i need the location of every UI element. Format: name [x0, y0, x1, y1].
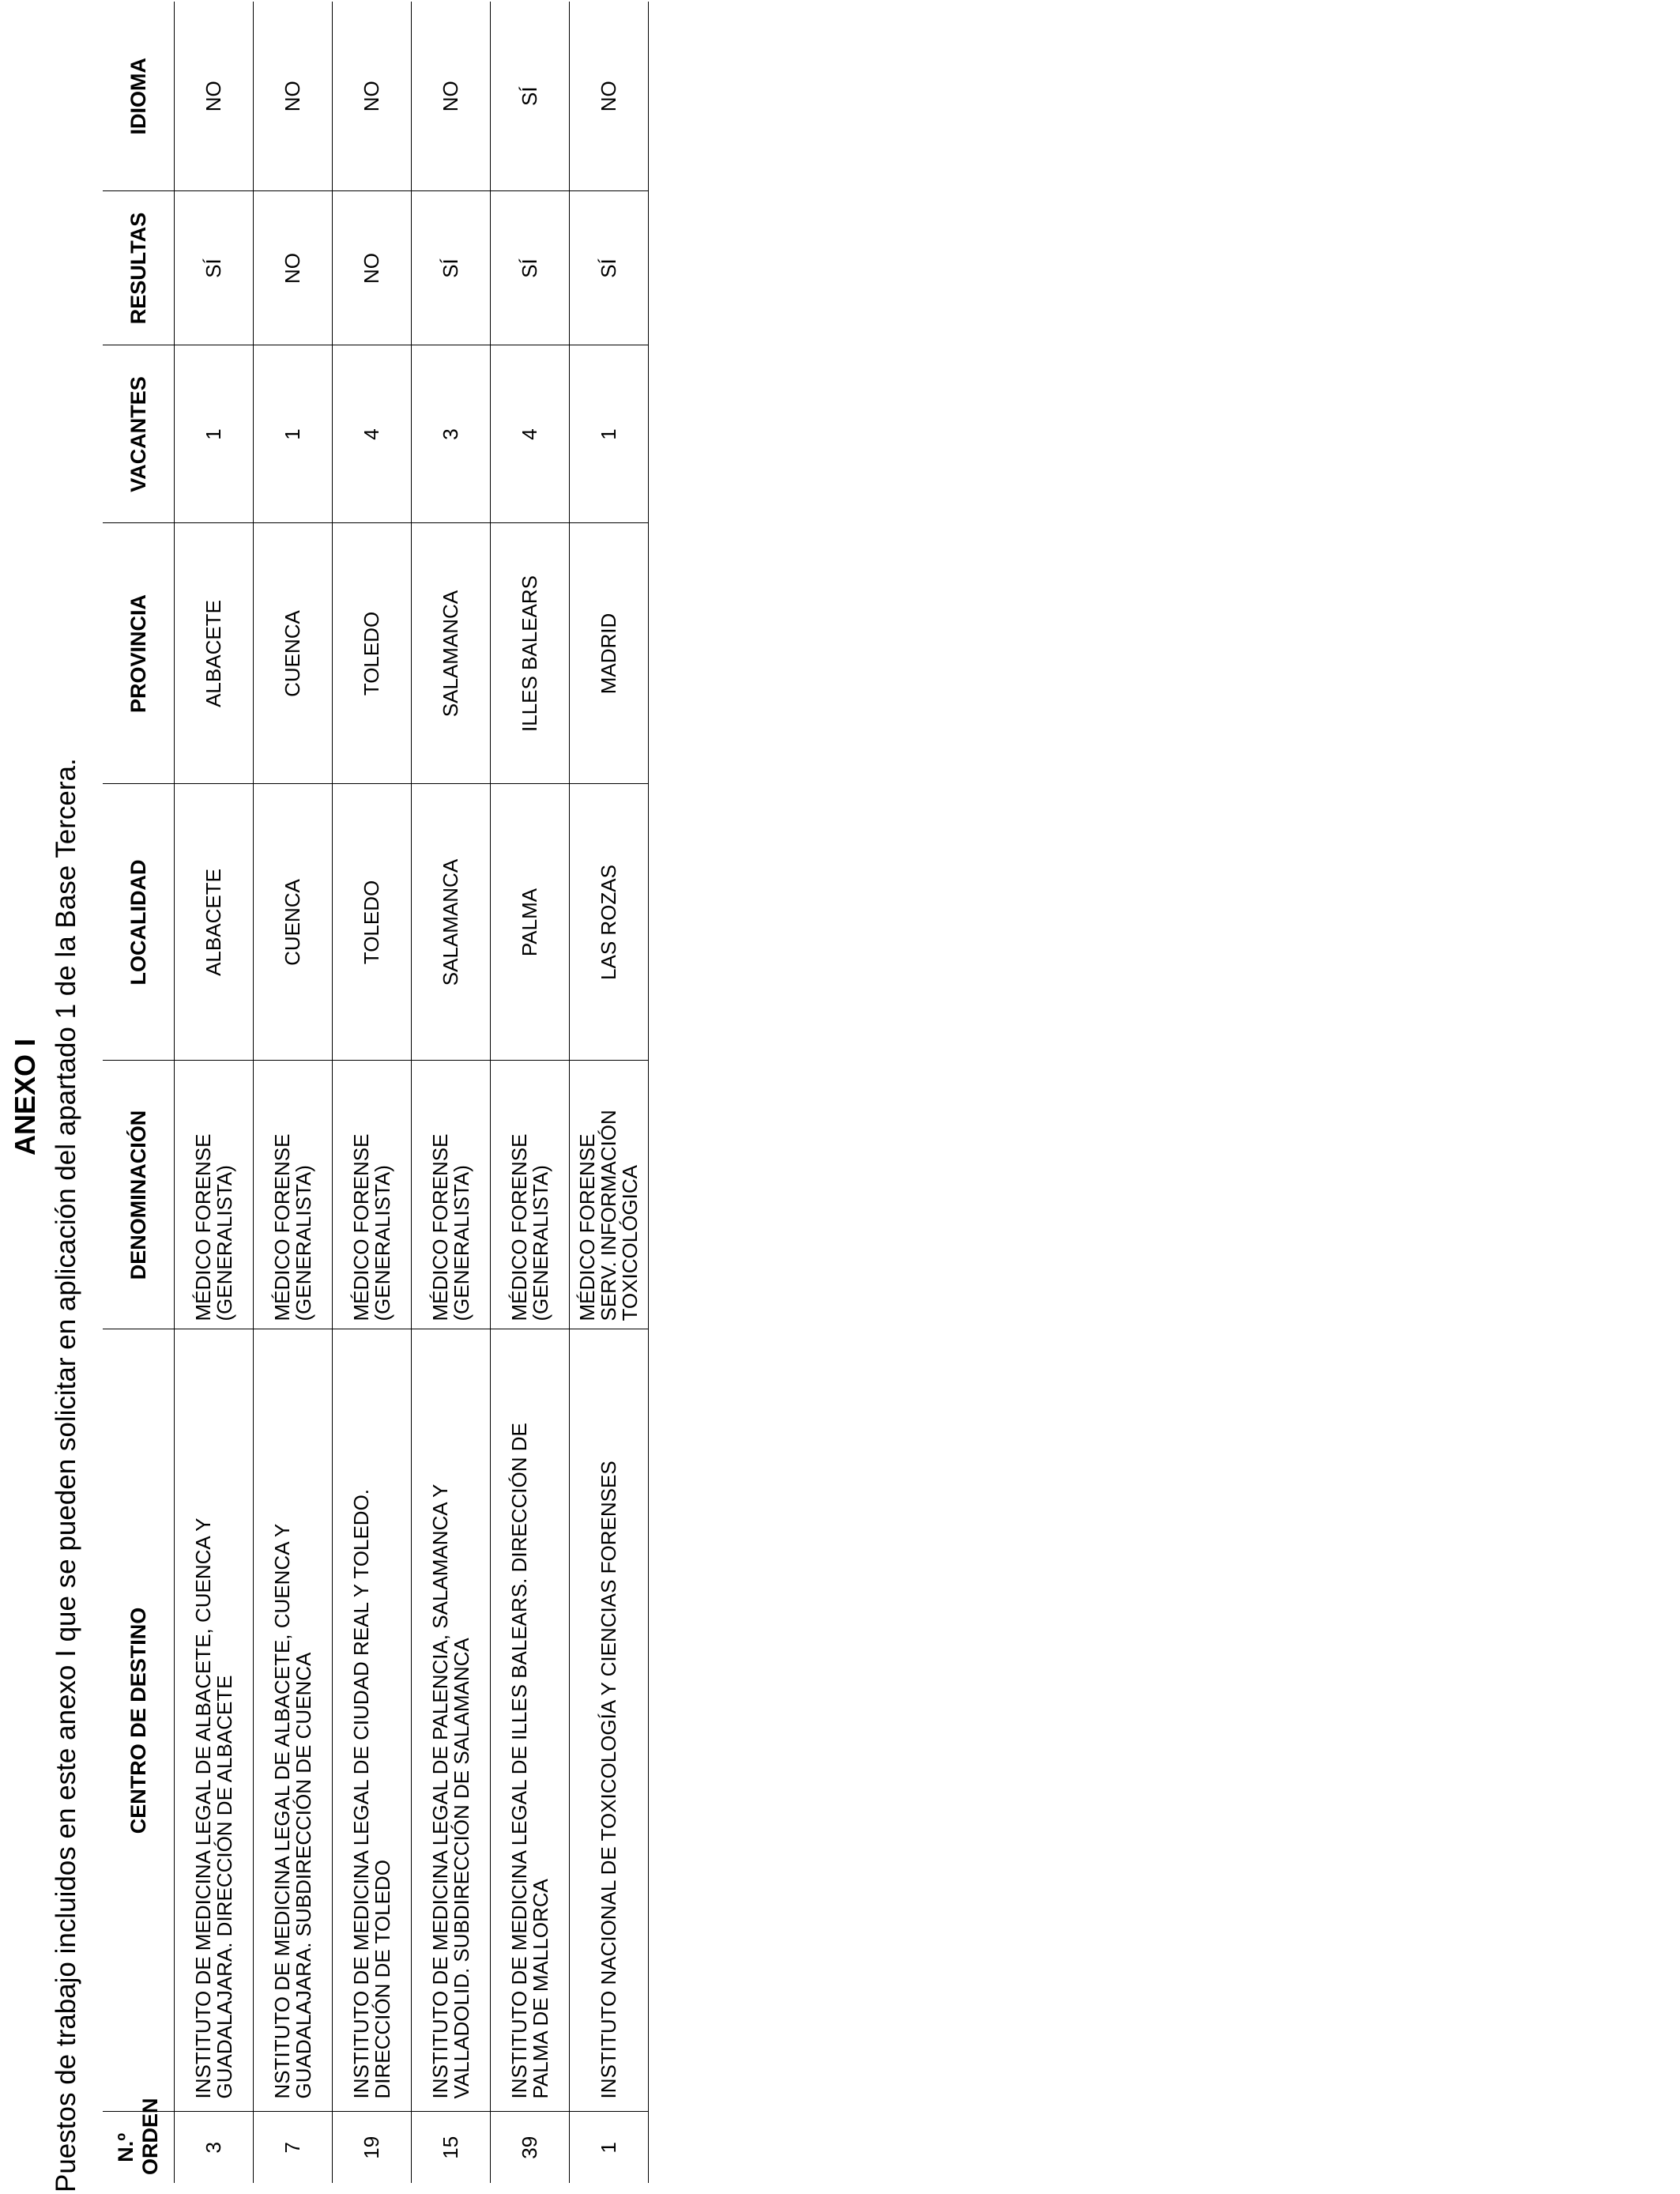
- cell-centro-line2: DIRECCIÓN DE TOLEDO: [370, 1860, 394, 2099]
- cell-centro-line2: GUADALAJARA. SUBDIRECCIÓN DE CUENCA: [291, 1652, 315, 2099]
- header-denominacion: DENOMINACIÓN: [103, 1061, 175, 1329]
- cell-resultas: SÍ: [175, 191, 254, 345]
- cell-resultas: SÍ: [491, 191, 570, 345]
- cell-centro-line1: INSTITUTO NACIONAL DE TOXICOLOGÍA Y CIENCIAS FORENSES: [597, 1461, 620, 2099]
- table-row: [333, 2, 412, 2183]
- header-localidad: LOCALIDAD: [103, 784, 175, 1061]
- cell-provincia: SALAMANCA: [412, 523, 491, 784]
- header-provincia: PROVINCIA: [103, 523, 175, 784]
- cell-idioma: NO: [412, 2, 491, 191]
- cell-centro-line1: INSTITUTO DE MEDICINA LEGAL DE CIUDAD REAL Y TOLEDO.: [348, 1488, 373, 2099]
- cell-centro: [175, 1329, 254, 2112]
- cell-denominacion-line3: TOXICOLÓGICA: [618, 1165, 642, 1321]
- cell-orden: 39: [491, 2112, 570, 2183]
- header-centro: CENTRO DE DESTINO: [103, 1329, 175, 2112]
- cell-idioma: NO: [254, 2, 333, 191]
- cell-denominacion-line1: MÉDICO FORENSE: [507, 1133, 531, 1321]
- cell-denominacion-line2: (GENERALISTA): [449, 1165, 473, 1321]
- cell-provincia: ILLES BALEARS: [491, 523, 570, 784]
- cell-localidad: SALAMANCA: [412, 784, 491, 1061]
- cell-orden: 15: [412, 2112, 491, 2183]
- cell-centro-line1: INSTITUTO DE MEDICINA LEGAL DE PALENCIA, SALAMANCA Y: [428, 1483, 452, 2099]
- table-row: [491, 2, 570, 2183]
- cell-idioma: NO: [175, 2, 254, 191]
- header-row: [103, 2, 175, 2183]
- cell-denominacion: [412, 1061, 491, 1329]
- cell-centro: [412, 1329, 491, 2112]
- cell-denominacion: [491, 1061, 570, 1329]
- cell-denominacion-line2: (GENERALISTA): [291, 1165, 315, 1321]
- document-intro: Puestos de trabajo incluidos en este anexo I que se pueden solicitar en aplicación del apartado 1 de la Base Tercera.: [51, 758, 81, 2192]
- cell-idioma: NO: [333, 2, 412, 191]
- cell-centro: [570, 1329, 649, 2112]
- cell-denominacion: [254, 1061, 333, 1329]
- table-row: [412, 2, 491, 2183]
- cell-idioma: SÍ: [491, 2, 570, 191]
- annex-table: [103, 2, 649, 2183]
- header-resultas: RESULTAS: [103, 191, 175, 345]
- cell-centro-line2: PALMA DE MALLORCA: [528, 1879, 552, 2099]
- cell-resultas: NO: [333, 191, 412, 345]
- header-orden: [103, 2098, 175, 2183]
- cell-orden: 19: [333, 2112, 412, 2183]
- cell-localidad: CUENCA: [254, 784, 333, 1061]
- cell-centro-line2: VALLADOLID. SUBDIRECCIÓN DE SALAMANCA: [449, 1638, 473, 2099]
- cell-resultas: NO: [254, 191, 333, 345]
- cell-vacantes: 4: [491, 345, 570, 523]
- cell-centro-line2: GUADALAJARA. DIRECCIÓN DE ALBACETE: [212, 1675, 236, 2099]
- cell-denominacion-line2: (GENERALISTA): [528, 1165, 552, 1321]
- cell-localidad: PALMA: [491, 784, 570, 1061]
- cell-denominacion-line2: (GENERALISTA): [370, 1165, 394, 1321]
- cell-orden: 7: [254, 2112, 333, 2183]
- cell-centro-line1: NSTITUTO DE MEDICINA LEGAL DE ALBACETE, CUENCA Y: [269, 1523, 294, 2099]
- cell-centro: [254, 1329, 333, 2112]
- table-row: [175, 2, 254, 2183]
- cell-centro: [491, 1329, 570, 2112]
- cell-centro-line1: INSTITUTO DE MEDICINA LEGAL DE ALBACETE, CUENCA Y: [190, 1517, 215, 2099]
- cell-denominacion-line1: MÉDICO FORENSE: [428, 1133, 452, 1321]
- cell-resultas: SÍ: [412, 191, 491, 345]
- cell-localidad: TOLEDO: [333, 784, 412, 1061]
- cell-denominacion: [333, 1061, 412, 1329]
- cell-vacantes: 4: [333, 345, 412, 523]
- cell-orden: 3: [175, 2112, 254, 2183]
- cell-centro: [333, 1329, 412, 2112]
- cell-orden: 1: [570, 2112, 649, 2183]
- header-vacantes: VACANTES: [103, 345, 175, 523]
- table-row: [254, 2, 333, 2183]
- cell-idioma: NO: [570, 2, 649, 191]
- cell-centro-line1: INSTITUTO DE MEDICINA LEGAL DE ILLES BALEARS. DIRECCIÓN DE: [507, 1423, 531, 2099]
- cell-provincia: TOLEDO: [333, 523, 412, 784]
- cell-localidad: LAS ROZAS: [570, 784, 649, 1061]
- header-orden-line2: ORDEN: [138, 2098, 162, 2175]
- cell-denominacion-line1: MÉDICO FORENSE: [575, 1133, 599, 1321]
- cell-denominacion: [570, 1061, 649, 1329]
- cell-denominacion-line2: SERV. INFORMACIÓN: [597, 1110, 620, 1321]
- header-idioma: IDIOMA: [103, 2, 175, 191]
- cell-vacantes: 3: [412, 345, 491, 523]
- cell-localidad: ALBACETE: [175, 784, 254, 1061]
- cell-vacantes: 1: [570, 345, 649, 523]
- cell-provincia: MADRID: [570, 523, 649, 784]
- cell-resultas: SÍ: [570, 191, 649, 345]
- cell-vacantes: 1: [175, 345, 254, 523]
- cell-denominacion-line1: MÉDICO FORENSE: [190, 1133, 215, 1321]
- header-orden-line1: N.º: [114, 2132, 137, 2162]
- cell-provincia: ALBACETE: [175, 523, 254, 784]
- document-title: ANEXO I: [9, 1038, 41, 1156]
- cell-denominacion-line1: MÉDICO FORENSE: [348, 1133, 373, 1321]
- cell-provincia: CUENCA: [254, 523, 333, 784]
- cell-vacantes: 1: [254, 345, 333, 523]
- cell-denominacion-line1: MÉDICO FORENSE: [269, 1133, 294, 1321]
- table-row: [570, 2, 649, 2183]
- cell-denominacion: [175, 1061, 254, 1329]
- cell-denominacion-line2: (GENERALISTA): [212, 1165, 236, 1321]
